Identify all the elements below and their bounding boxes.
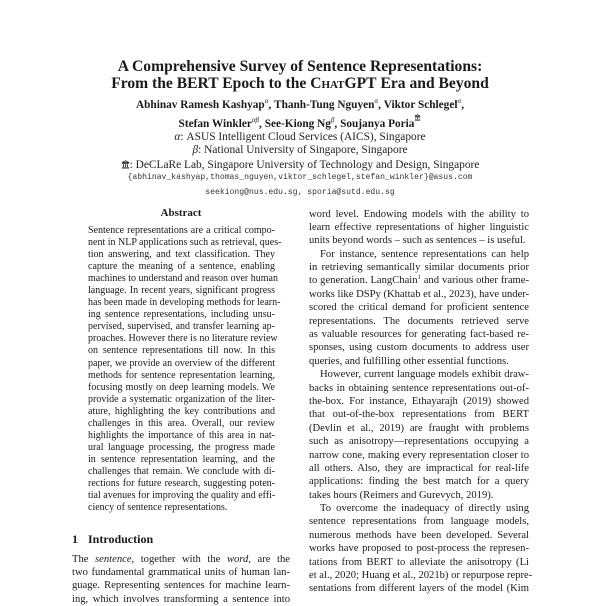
title-text: Era and Beyond bbox=[377, 75, 489, 92]
text: , are the bbox=[248, 554, 290, 565]
building-icon bbox=[121, 160, 130, 169]
text-line: backs in obtaining sentence representations out-of- bbox=[309, 382, 529, 395]
text-line: et al., 2020; Huang et al., 2021b) or repurpose repre- bbox=[309, 569, 529, 582]
text-line: focusing mostly on deep learning models. We bbox=[88, 382, 275, 394]
affiliation-declare bbox=[0, 158, 600, 172]
text-line: all others. Also, they are impractical for real-life bbox=[309, 462, 529, 475]
affiliation-alpha bbox=[0, 130, 600, 144]
text-line: works like DSPy (Khattab et al., 2023), have under- bbox=[309, 288, 529, 301]
footnote-mark: 1 bbox=[418, 274, 421, 281]
text-line: sentations from different layers of the model (Kim bbox=[309, 582, 529, 595]
text-line: tion answering, and text classification. They bbox=[88, 249, 275, 261]
affiliation-mark: β bbox=[192, 144, 198, 156]
text-line: in sentence representation learning, and the bbox=[88, 454, 275, 466]
text-line: machines to understand and reason over human bbox=[88, 273, 275, 285]
separator: , bbox=[259, 118, 265, 130]
paper-title-line-2 bbox=[0, 75, 600, 93]
text-line: proaches. However there is no literature review bbox=[88, 333, 275, 345]
text-line: ing sentence representations, including unsu- bbox=[88, 309, 275, 321]
text: , together with the bbox=[132, 554, 227, 565]
text-line: (Devlin et al., 2019) are fraught with problems bbox=[309, 422, 529, 435]
separator: , bbox=[334, 118, 340, 130]
emphasis-sentence: sentence bbox=[95, 554, 131, 565]
text-line: capture the meaning of a sentence, enabling bbox=[88, 261, 275, 273]
separator: , bbox=[268, 99, 274, 111]
author-name: Stefan Winkler bbox=[179, 118, 252, 130]
text-line: scored the critical demand for proficient sentence bbox=[309, 301, 529, 314]
text-line: nent in NLP applications such as retrieval, ques- bbox=[88, 237, 275, 249]
text-line: on sentence representations till now. In this bbox=[88, 345, 275, 357]
text-line: representations. The documents retrieved serve bbox=[309, 315, 529, 328]
right-column-body bbox=[309, 208, 529, 596]
author-affiliation-mark: β bbox=[331, 116, 335, 124]
text-line: works have proposed to post-process the represen- bbox=[309, 542, 529, 555]
emphasis-word: word bbox=[227, 554, 248, 565]
text-line: numerous methods have been developed. Several bbox=[309, 529, 529, 542]
paper-title-line-1: A Comprehensive Survey of Sentence Representations: bbox=[0, 58, 600, 76]
text-line: learn effective representations of higher linguistic bbox=[309, 221, 529, 234]
affiliation-text: : National University of Singapore, Singapore bbox=[198, 144, 407, 156]
affiliation-mark: α bbox=[174, 131, 180, 143]
affiliation-text: : ASUS Intelligent Cloud Services (AICS), Singapore bbox=[180, 131, 425, 143]
section-number: 1 bbox=[72, 531, 88, 547]
text-line: word level. Endowing models with the ability to bbox=[309, 208, 529, 221]
introduction-body bbox=[72, 553, 290, 606]
separator: , bbox=[378, 99, 384, 111]
author-affiliation-mark: α bbox=[458, 97, 462, 105]
text-line: highlights the importance of this area in nat- bbox=[88, 430, 275, 442]
text-line: pervised, supervised, and transfer learning ap- bbox=[88, 321, 275, 333]
text-line: To overcome the inadequacy of directly using bbox=[309, 502, 529, 515]
text-line: two fundamental grammatical units of human lan- bbox=[72, 566, 290, 579]
text-line: as valuable resources for generating fact-based re- bbox=[309, 328, 529, 341]
text-line: Sentence representations are a critical compo- bbox=[88, 225, 275, 237]
author-name: Abhinav Ramesh Kashyap bbox=[136, 99, 265, 111]
text-line: narrow cone, making every representation closer to bbox=[309, 449, 529, 462]
text-line: provide a systematic organization of the liter- bbox=[88, 394, 275, 406]
abstract-heading: Abstract bbox=[71, 205, 291, 221]
text: and various other frame- bbox=[421, 275, 529, 286]
text-line: rections for future research, suggesting poten- bbox=[88, 478, 275, 490]
affiliation-beta bbox=[0, 143, 600, 157]
author-list-line-1 bbox=[0, 97, 600, 113]
text-line: guage. Representing sentences for machine learn- bbox=[72, 579, 290, 592]
text-line: methods for sentence representation learning, bbox=[88, 370, 275, 382]
text: The bbox=[72, 554, 95, 565]
text-line: ing, which involves transforming a sentence into bbox=[72, 593, 290, 606]
text-line: units beyond words – such as sentences – is useful. bbox=[309, 234, 529, 247]
author-name: See-Kiong Ng bbox=[265, 118, 331, 130]
text-line: ature, highlighting the key contributions and bbox=[88, 406, 275, 418]
author-name: Viktor Schlegel bbox=[384, 99, 458, 111]
abstract-body bbox=[88, 225, 275, 514]
building-icon bbox=[414, 114, 421, 121]
text-line bbox=[309, 274, 529, 287]
text-line: that out-of-the-box representations from BERT bbox=[309, 408, 529, 421]
text-line: in retrieving semantically similar documents prior bbox=[309, 261, 529, 274]
author-affiliation-mark: α bbox=[265, 97, 269, 105]
section-title: Introduction bbox=[88, 532, 153, 546]
text-line: sponses, using custom documents to address user bbox=[309, 341, 529, 354]
author-name: Thanh-Tung Nguyen bbox=[274, 99, 374, 111]
text-line: challenges that remain. We conclude with di- bbox=[88, 466, 275, 478]
affiliation-text: : DeCLaRe Lab, Singapore University of Technology and Design, Singapore bbox=[130, 159, 480, 171]
email-line-2: seekiong@nus.edu.sg, sporia@sutd.edu.sg bbox=[0, 187, 600, 199]
text-line: takes hours (Reimers and Gurevych, 2019). bbox=[309, 489, 529, 502]
text-line: tations from BERT to alleviate the anisotropy (Li bbox=[309, 556, 529, 569]
text-line: has been made in developing methods for learn- bbox=[88, 297, 275, 309]
title-text: From the BERT Epoch to the bbox=[111, 75, 310, 92]
text-line: such as anisotropy—representations occupying a bbox=[309, 435, 529, 448]
author-affiliation-mark: αβ bbox=[252, 116, 259, 124]
section-heading-introduction bbox=[72, 531, 153, 547]
text-line: ciency of sentence representations. bbox=[88, 502, 275, 514]
email-line-1: {abhinav_kashyap,thomas_nguyen,viktor_schlegel,stefan_winkler}@asus.com bbox=[0, 172, 600, 184]
text-line: applications: finding the best match for a query bbox=[309, 475, 529, 488]
text-line: sentence representations from language models, bbox=[309, 515, 529, 528]
text-line bbox=[72, 553, 290, 566]
text-line: tial avenues for improving the quality and effi- bbox=[88, 490, 275, 502]
separator: , bbox=[461, 99, 464, 111]
text-line: For instance, sentence representations can help bbox=[309, 248, 529, 261]
text-line: language. In recent years, significant progress bbox=[88, 285, 275, 297]
text-line: ural language processing, the progress made bbox=[88, 442, 275, 454]
text-line: the-box. For instance, Ethayarajh (2019) showed bbox=[309, 395, 529, 408]
author-affiliation-mark: α bbox=[374, 97, 378, 105]
text-line: challenges in this area. Overall, our review bbox=[88, 418, 275, 430]
author-name: Soujanya Poria bbox=[340, 118, 414, 130]
text-line: paper, we provide an overview of the different bbox=[88, 358, 275, 370]
text-line: However, current language models exhibit draw- bbox=[309, 368, 529, 381]
text: to generation. LangChain bbox=[309, 275, 418, 286]
title-chatgpt: ChatGPT bbox=[310, 75, 376, 92]
text-line: queries, and fulfilling other essential functions. bbox=[309, 355, 529, 368]
